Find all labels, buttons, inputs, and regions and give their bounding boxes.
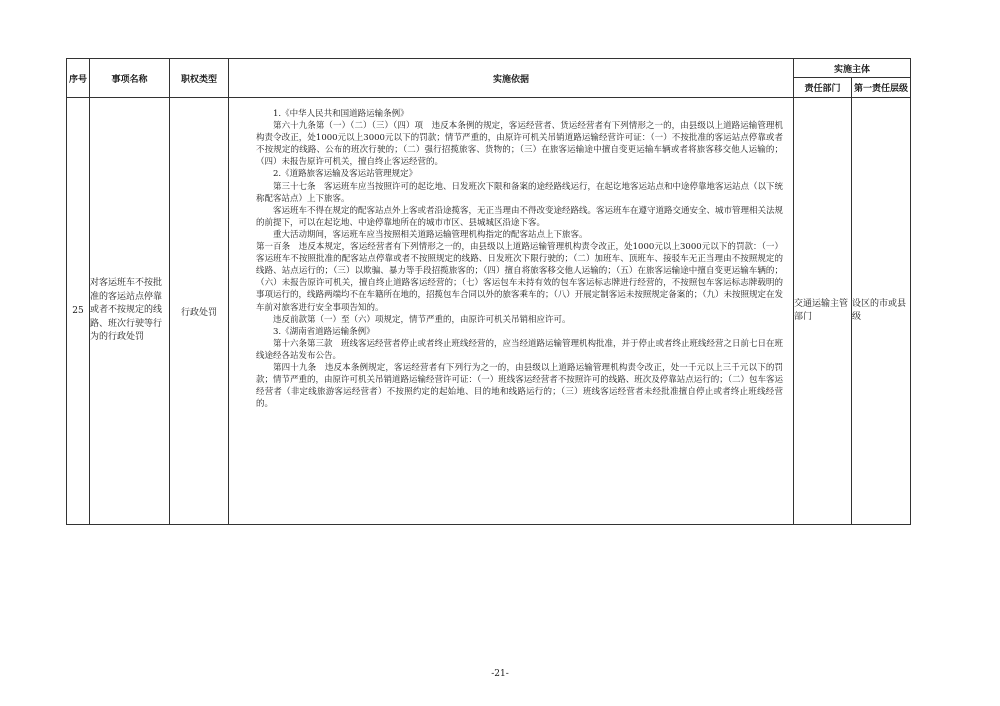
header-item-name: 事项名称 <box>90 59 170 98</box>
row-level: 设区的市或县级 <box>852 98 911 525</box>
header-level: 第一责任层级 <box>852 78 911 98</box>
header-seq: 序号 <box>67 59 90 98</box>
row-item-name: 对客运班车不按批准的客运站点停靠或者不按规定的线路、班次行驶等行为的行政处罚 <box>90 98 170 525</box>
header-subject: 实施主体 <box>794 59 911 78</box>
row-power-type: 行政处罚 <box>170 98 229 525</box>
header-dept: 责任部门 <box>794 78 852 98</box>
basis-text <box>229 98 793 410</box>
basis-paragraph: 第四十九条 违反本条例规定，客运经营者有下列行为之一的，由县级以上道路运输管理机构责令改正，处一千元以上三千元以下的罚款；情节严重的，由原许可机关吊销道路运输经营许可证：（一）班线客运经营者不按照许可的线路、班次及停靠站点运行的；（二）包车客运经营者（非定线旅游客运经营者）不按照约定的起始地、目的地和线路运行的；（三）班线客运经营者未经批准擅自停止或者终止班线经营的。 <box>256 362 784 410</box>
row-basis <box>229 98 794 525</box>
row-seq: 25 <box>67 98 90 525</box>
page-number: -21- <box>491 669 509 679</box>
basis-paragraph: 3.《湖南省道路运输条例》 <box>273 326 375 337</box>
basis-paragraph: 2.《道路旅客运输及客运站管理规定》 <box>273 169 418 180</box>
basis-paragraph: 第一百条 违反本规定，客运经营者有下列情形之一的，由县级以上道路运输管理机构责令改正，处1000元以上3000元以下的罚款：（一）客运班车不按照批准的配客站点停靠或者不按照规定的线路、日发班次下限行驶的；（二）加班车、顶班车、接驳车无正当理由不按照规定的线路、站点运行的；（三）以欺骗、暴力等手段招揽旅客的；（四）擅自将旅客移交他人运输的；（五）在旅客运输途中擅自变更运输车辆的；（六）未报告原许可机关，擅自终止道路客运经营的；（七）客运包车未持有效的包车客运标志牌进行经营的，不按照包车客运标志牌载明的事项运行的，线路两端均不在车籍所在地的，招揽包车合同以外的旅客乘车的；（八）开展定制客运未按照规定备案的；（九）未按照规定在发车前对旅客进行安全事项告知的。 <box>256 242 784 313</box>
basis-paragraph: 第十六条第三款 班线客运经营者停止或者终止班线经营的，应当经道路运输管理机构批准，并于停止或者终止班线经营之日前七日在班线途经各站发布公告。 <box>256 338 784 361</box>
basis-paragraph: 第六十九条第（一）（二）（三）（四）项 违反本条例的规定，客运经营者、货运经营者有下列情形之一的，由县级以上道路运输管理机构责令改正，处1000元以上3000元以下的罚款；情节严重的，由原许可机关吊销道路运输经营许可证：（一）不按批准的客运站点停靠或者不按规定的线路、公布的班次行驶的；（二）强行招揽旅客、货物的；（三）在旅客运输途中擅自变更运输车辆或者将旅客移交他人运输的；（四）未报告原许可机关，擅自终止客运经营的。 <box>256 121 783 168</box>
basis-paragraph: 客运班车不得在规定的配客站点外上客或者沿途揽客，无正当理由不得改变途经路线。客运班车在遵守道路交通安全、城市管理相关法规的前提下，可以在起讫地、中途停靠地所在的城市市区、县城城区沿途下客。 <box>256 205 784 228</box>
basis-paragraph: 1.《中华人民共和国道路运输条例》 <box>273 109 409 119</box>
table-row <box>67 98 911 525</box>
row-dept: 交通运输主管部门 <box>794 98 852 525</box>
document-table <box>66 58 911 525</box>
basis-paragraph: 第三十七条 客运班车应当按照许可的起讫地、日发班次下限和备案的途经路线运行，在起讫地客运站点和中途停靠地客运站点（以下统称配客站点）上下旅客。 <box>256 181 784 204</box>
header-power-type: 职权类型 <box>170 59 229 98</box>
basis-paragraph: 违反前款第（一）至（六）项规定，情节严重的，由原许可机关吊销相应许可。 <box>273 314 571 325</box>
basis-paragraph: 重大活动期间，客运班车应当按照相关道路运输管理机构指定的配客站点上下旅客。 <box>273 229 588 240</box>
header-basis: 实施依据 <box>229 59 794 98</box>
